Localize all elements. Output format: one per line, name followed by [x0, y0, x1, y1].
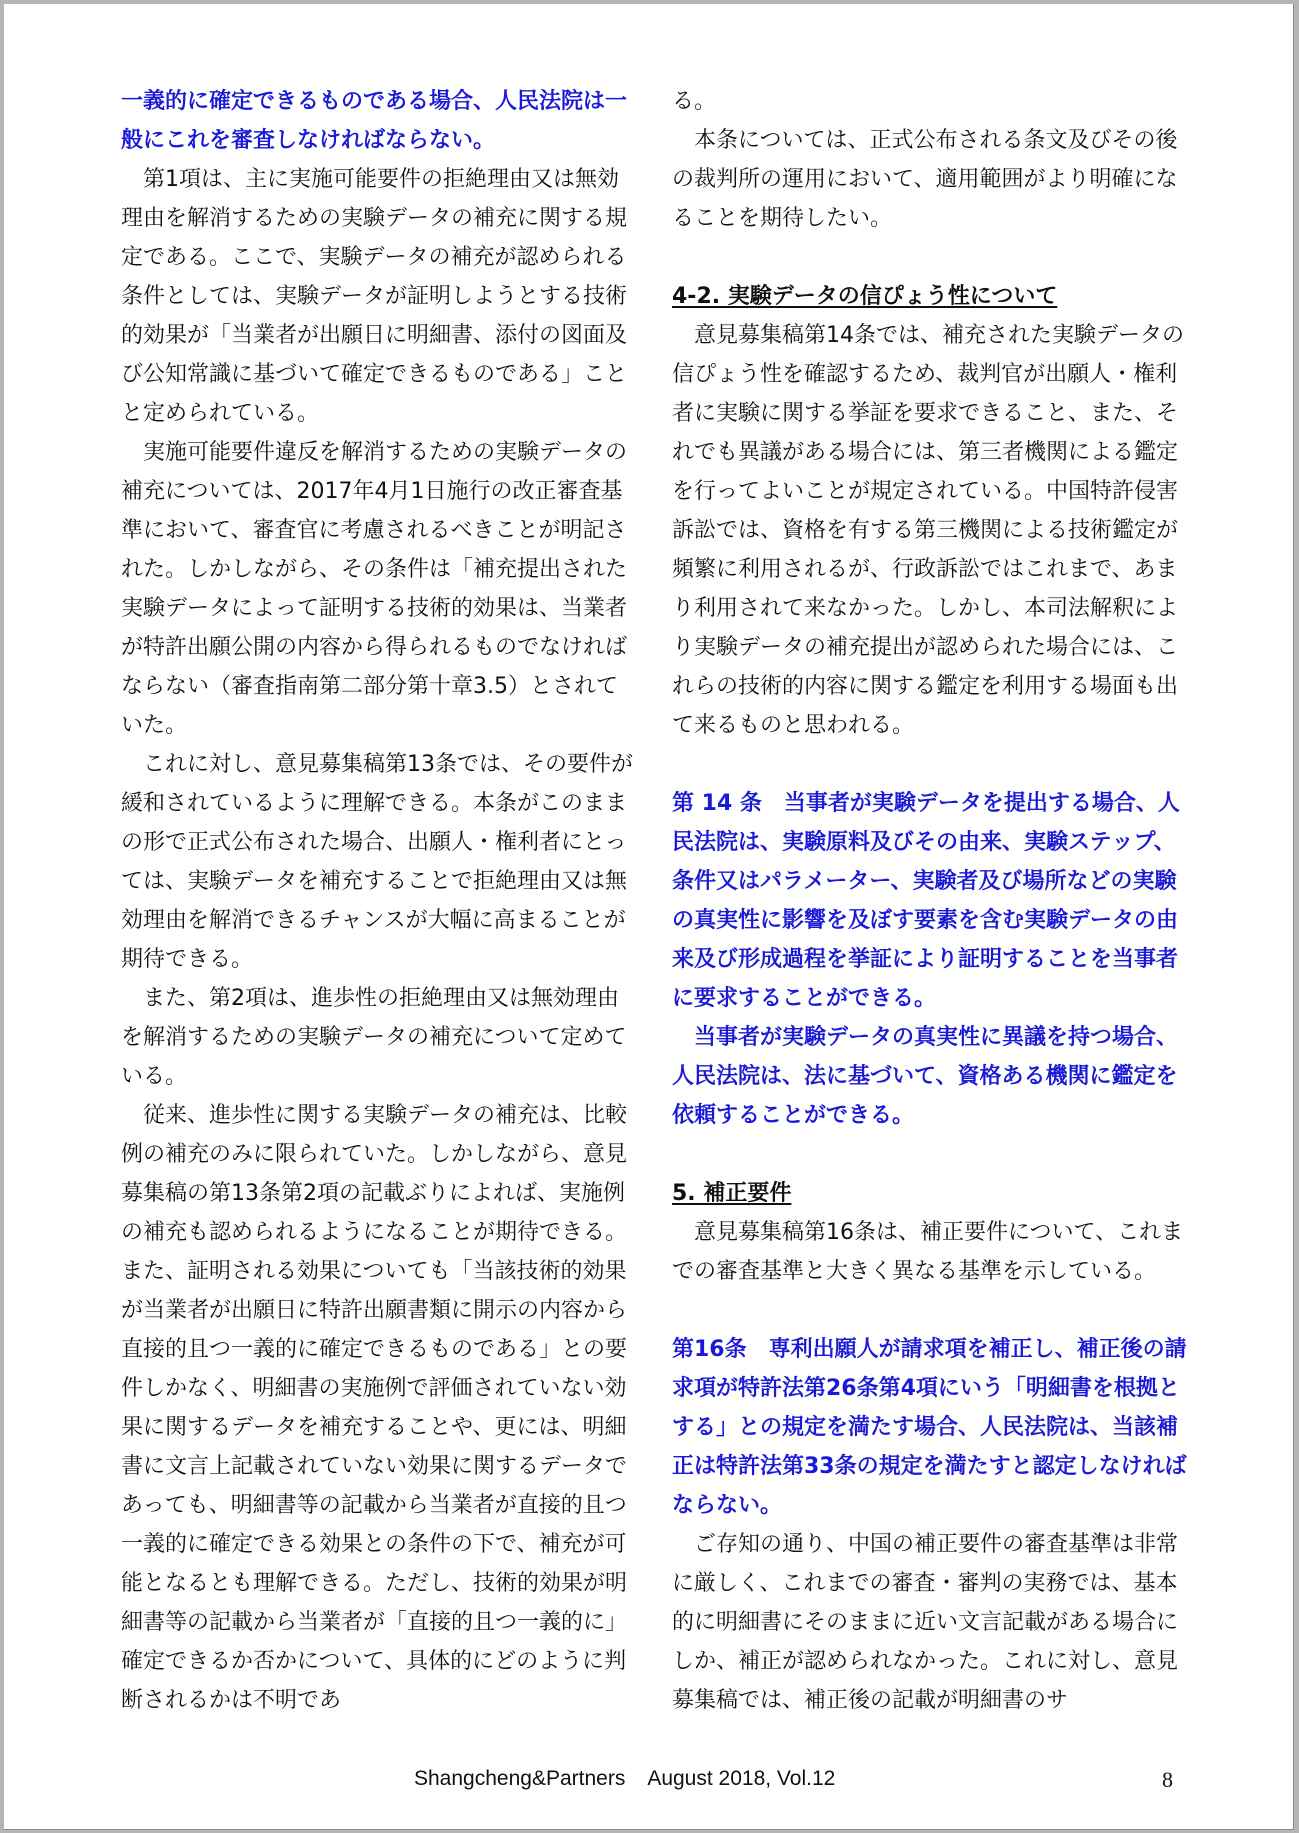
right-column	[672, 82, 1187, 1720]
body-paragraph: また、第2項は、進歩性の拒絶理由又は無効理由を解消するための実験データの補充について定めている。	[121, 986, 627, 1089]
body-paragraph: 意見募集稿第14条では、補充された実験データの信ぴょう性を確認するため、裁判官が出願人・権利者に実験に関する挙証を要求できること、また、それでも異議がある場合には、第三者機関による鑑定を行ってよいことが規定されている。中国特許侵害訴訟では、資格を有する第三機関による技術鑑定が頻繁に利用されるが、行政訴訟ではこれまで、あまり利用されて来なかった。しかし、本司法解釈により実験データの補充提出が認められた場合には、これらの技術的内容に関する鑑定を利用する場面も出て来るものと思われる。	[672, 323, 1184, 738]
body-paragraph: 従来、進歩性に関する実験データの補充は、比較例の補充のみに限られていた。しかしながら、意見募集稿の第13条第2項の記載ぶりによれば、実施例の補充も認められるようになることが期待できる。また、証明される効果についても「当該技術的効果が当業者が出願日に特許出願書類に開示の内容から直接的且つ一義的に確定できるものである」との要件しかなく、明細書の実施例で評価されていない効果に関するデータを補充することや、更には、明細書に文言上記載されていない効果に関するデータであっても、明細書等の記載から当業者が直接的且つ一義的に確定できる効果との条件の下で、補充が可能となるとも理解できる。ただし、技術的効果が明細書等の記載から当業者が「直接的且つ一義的に」確定できるか否かについて、具体的にどのように判断されるかは不明であ	[121, 1103, 628, 1713]
document-page	[4, 4, 1294, 1830]
paragraph-gap	[672, 1135, 1187, 1174]
footer-publisher: Shangcheng&Partners	[414, 1767, 626, 1790]
paragraph-gap	[672, 1291, 1187, 1330]
article-14-quote-para2: 当事者が実験データの真実性に異議を持つ場合、人民法院は、法に基づいて、資格ある機関に鑑定を依頼することができる。	[672, 1025, 1179, 1128]
footer-issue: August 2018, Vol.12	[647, 1767, 836, 1790]
body-paragraph: 実施可能要件違反を解消するための実験データの補充については、2017年4月1日施行の改正審査基準において、審査官に考慮されるべきことが明記された。しかしながら、その条件は「補充提出された実験データによって証明する技術的効果は、当業者が特許出願公開の内容から得られるものでなければならない（審査指南第二部分第十章3.5）とされていた。	[121, 440, 628, 738]
body-paragraph: 意見募集稿第16条は、補正要件について、これまでの審査基準と大きく異なる基準を示している。	[672, 1220, 1184, 1284]
body-text: る。	[672, 89, 717, 114]
body-paragraph: 本条については、正式公布される条文及びその後の裁判所の運用において、適用範囲がより明確になることを期待したい。	[672, 128, 1178, 231]
section-heading-5: 5. 補正要件	[672, 1181, 792, 1206]
paragraph-gap	[672, 745, 1187, 784]
section-heading-4-2: 4-2. 実験データの信ぴょう性について	[672, 284, 1058, 309]
article-14-quote: 第 14 条 当事者が実験データを提出する場合、人民法院は、実験原料及びその由来、実験ステップ、条件又はパラメーター、実験者及び場所などの実験の真実性に影響を及ぼす要素を含む実験データの由来及び形成過程を挙証により証明することを当事者に要求することができる。	[672, 791, 1180, 1011]
body-paragraph: ご存知の通り、中国の補正要件の審査基準は非常に厳しく、これまでの審査・審判の実務では、基本的に明細書にそのままに近い文言記載がある場合にしか、補正が認められなかった。これに対し、意見募集稿では、補正後の記載が明細書のサ	[672, 1532, 1179, 1713]
body-paragraph: これに対し、意見募集稿第13条では、その要件が緩和されているように理解できる。本条がこのままの形で正式公布された場合、出願人・権利者にとっては、実験データを補充することで拒絶理由又は無効理由を解消できるチャンスが大幅に高まることが期待できる。	[121, 752, 633, 972]
body-paragraph: 第1項は、主に実施可能要件の拒絶理由又は無効理由を解消するための実験データの補充に関する規定である。ここで、実験データの補充が認められる条件としては、実験データが証明しようとする技術的効果が「当業者が出願日に明細書、添付の図面及び公知常識に基づいて確定できるものである」ことと定められている。	[121, 167, 628, 426]
footer-publication	[414, 1767, 857, 1791]
left-column	[121, 82, 633, 1720]
article-16-quote: 第16条 専利出願人が請求項を補正し、補正後の請求項が特許法第26条第4項にいう「明細書を根拠とする」との規定を満たす場合、人民法院は、当該補正は特許法第33条の規定を満たすと認定しなければならない。	[672, 1337, 1187, 1518]
paragraph-gap	[672, 238, 1187, 277]
article-quote: 一義的に確定できるものである場合、人民法院は一般にこれを審査しなければならない。	[121, 89, 628, 153]
page-number: 8	[1162, 1767, 1173, 1792]
